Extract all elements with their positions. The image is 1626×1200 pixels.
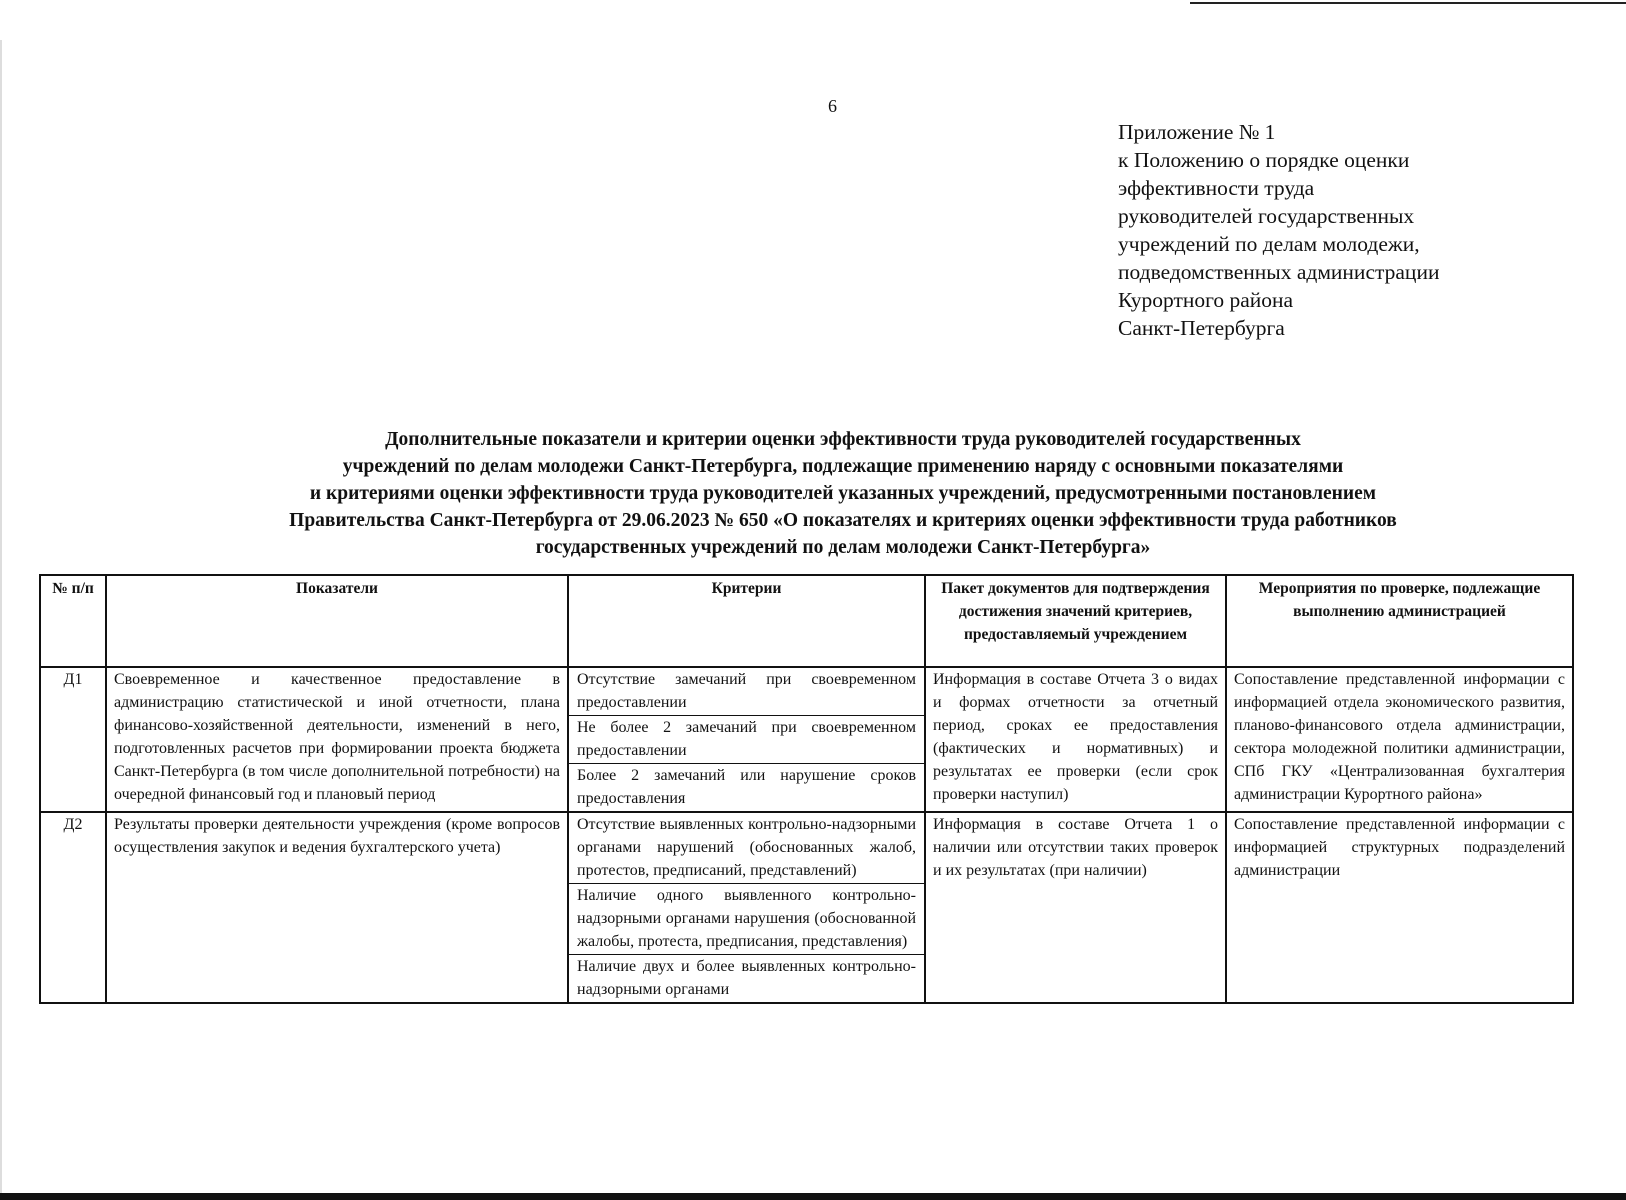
scan-edge-top: [1190, 2, 1626, 4]
appendix-line: Курортного района: [1118, 288, 1294, 312]
appendix-line: учреждений по делам молодежи,: [1118, 232, 1420, 256]
measures-cell: Сопоставление представленной информации с информацией отдела экономического развития, планово-финансового отдела администрации, сектора молодежной политики администрации, СПб ГКУ «Централизованная бухгалтерия администрации Курортного района»: [1226, 667, 1573, 812]
title-line: учреждений по делам молодежи Санкт-Петербурга, подлежащие применению наряду с основными показателями: [342, 456, 1344, 477]
criterion: Наличие одного выявленного контрольно-надзорными органами нарушения (обоснованной жалобы, протеста, предписания, представления): [569, 884, 924, 955]
header-indicators: Показатели: [106, 575, 568, 667]
appendix-line: руководителей государственных: [1118, 204, 1415, 228]
title-line: Дополнительные показатели и критерии оценки эффективности труда руководителей государственных: [385, 429, 1301, 450]
criterion: Отсутствие замечаний при своевременном предоставлении: [569, 668, 924, 716]
title-line: Правительства Санкт-Петербурга от 29.06.2023 № 650 «О показателях и критериях оценки эффективности труда работников: [289, 510, 1397, 531]
appendix-line: Приложение № 1: [1118, 120, 1276, 144]
header-criteria: Критерии: [568, 575, 925, 667]
criterion: Более 2 замечаний или нарушение сроков предоставления: [577, 767, 916, 807]
documents-cell: Информация в составе Отчета 1 о наличии или отсутствии таких проверок и их результатах (при наличии): [925, 812, 1226, 1003]
appendix-line: эффективности труда: [1118, 176, 1315, 200]
criteria-cell: [568, 667, 925, 812]
title-line: государственных учреждений по делам молодежи Санкт-Петербурга»: [535, 537, 1151, 558]
documents-cell: Информация в составе Отчета 3 о видах и формах отчетности за отчетный период, сроках ее предоставления (фактических и нормативных) и результатах ее проверки (если срок проверки наступил): [925, 667, 1226, 812]
scan-edge-left: [0, 40, 2, 1200]
appendix-line: к Положению о порядке оценки: [1118, 148, 1410, 172]
indicator-cell: Результаты проверки деятельности учреждения (кроме вопросов осуществления закупок и ведения бухгалтерского учета): [106, 812, 568, 1003]
header-num: № п/п: [40, 575, 106, 667]
appendix-line: подведомственных администрации: [1118, 260, 1440, 284]
header-measures: Мероприятия по проверке, подлежащие выполнению администрацией: [1226, 575, 1573, 667]
criterion: Отсутствие выявленных контрольно-надзорными органами нарушений (обоснованных жалоб, протестов, предписаний, представлений): [569, 813, 924, 884]
row-number: Д2: [40, 812, 106, 1003]
table-row: [40, 812, 1573, 1003]
row-number: Д1: [40, 667, 106, 812]
document-title: [150, 426, 1536, 561]
title-line: и критериями оценки эффективности труда руководителей указанных учреждений, предусмотренными постановлением: [309, 483, 1377, 504]
criterion: Не более 2 замечаний при своевременном предоставлении: [569, 716, 924, 764]
criteria-table: [39, 574, 1574, 1004]
table-header-row: [40, 575, 1573, 667]
indicator-cell: Своевременное и качественное предоставление в администрацию статистической и иной отчетности, плана финансово-хозяйственной деятельности, изменений в него, подготовленных расчетов при формировании проекта бюджета Санкт-Петербурга (в том числе дополнительной потребности) на очередной финансовый год и плановый период: [106, 667, 568, 812]
page-number: 6: [828, 96, 837, 116]
measures-cell: Сопоставление представленной информации с информацией структурных подразделений администрации: [1226, 812, 1573, 1003]
appendix-header: [1118, 118, 1538, 342]
scan-edge-bottom: [0, 1193, 1626, 1200]
header-documents: Пакет документов для подтверждения достижения значений критериев, предоставляемый учреждением: [925, 575, 1226, 667]
appendix-line: Санкт-Петербурга: [1118, 316, 1285, 340]
criteria-cell: [568, 812, 925, 1003]
criterion: Наличие двух и более выявленных контрольно-надзорными органами: [577, 958, 916, 998]
table-row: [40, 667, 1573, 812]
